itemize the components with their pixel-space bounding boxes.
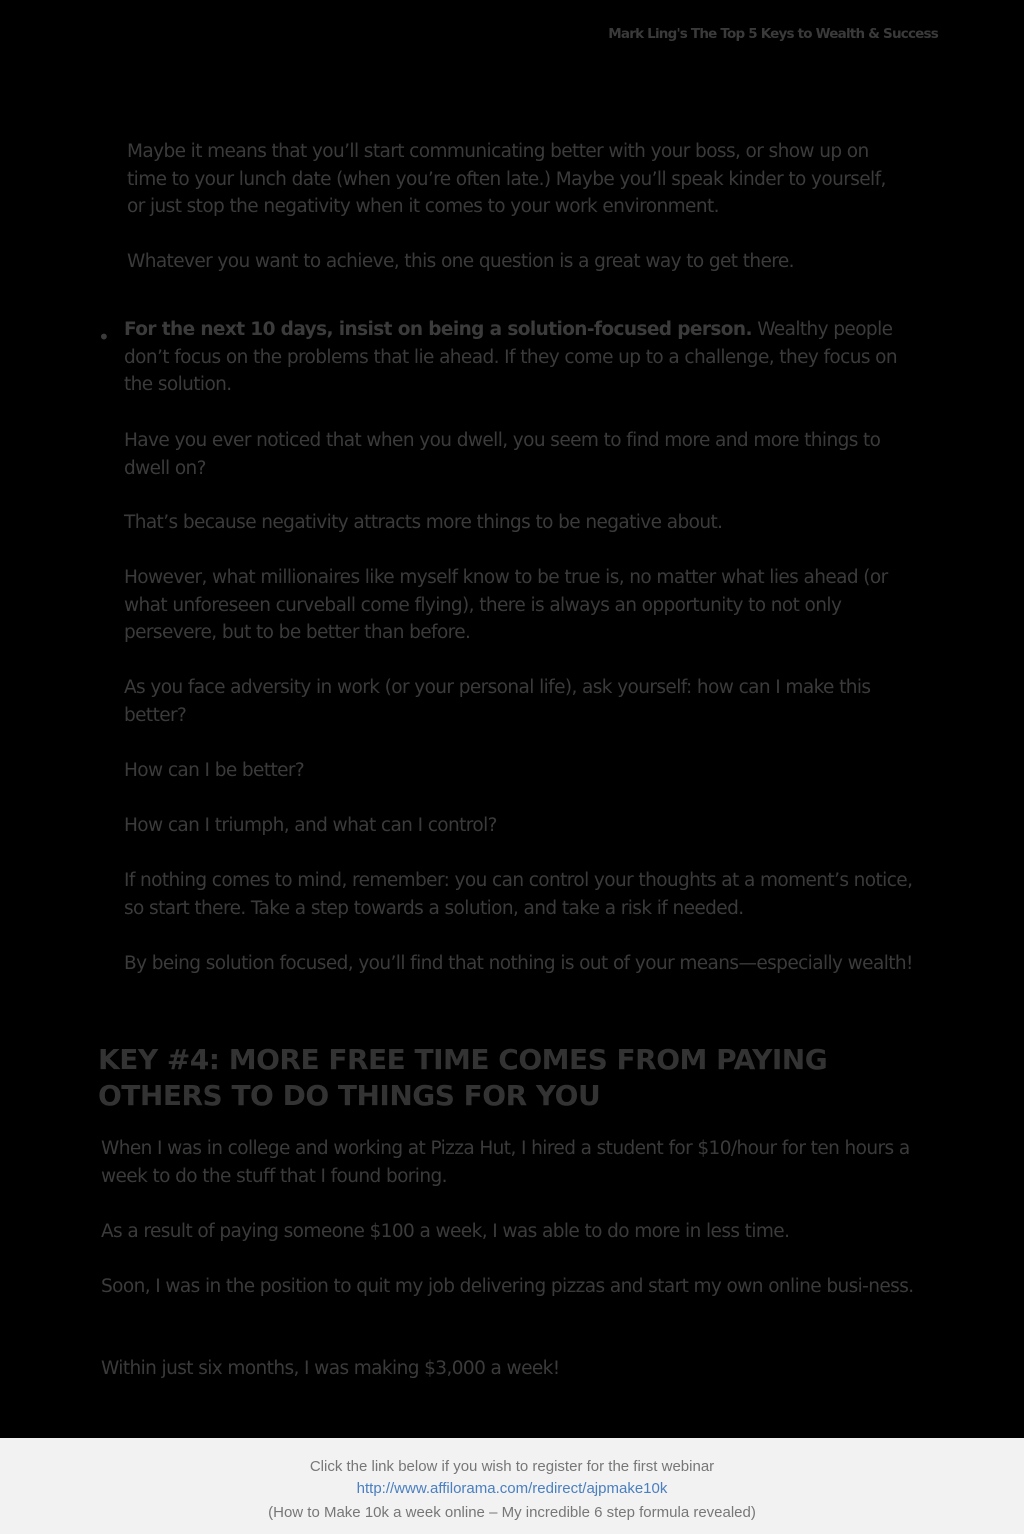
bullet-paragraph: By being solution focused, you’ll find that nothing is out of your means—especially wealth!: [124, 953, 913, 974]
section-heading: KEY #4: MORE FREE TIME COMES FROM PAYING OTHERS TO DO THINGS FOR YOU: [98, 1043, 828, 1112]
section-paragraph: Soon, I was in the position to quit my job delivering pizzas and start my own online busi-ness.: [101, 1276, 914, 1297]
bullet-paragraph: How can I triumph, and what can I control?: [124, 815, 497, 836]
bullet-paragraph: However, what millionaires like myself know to be true is, no matter what lies ahead (or what unforeseen curveball come flying), there is always an opportunity to not only persevere, but to be better than before.: [124, 567, 888, 643]
bullet-paragraph: How can I be better?: [124, 760, 305, 781]
footer-banner: [0, 1438, 1024, 1534]
bullet-paragraph: That’s because negativity attracts more things to be negative about.: [124, 512, 723, 533]
section-paragraph: When I was in college and working at Pizza Hut, I hired a student for $10/hour for ten hours a week to do the stuff that I found boring.: [101, 1138, 910, 1187]
intro-paragraph: Maybe it means that you’ll start communicating better with your boss, or show up on time to your lunch date (when you’re often late.) Maybe you’ll speak kinder to yourself, or just stop the negativity when it comes to your work environment.: [127, 141, 886, 217]
section-paragraph: As a result of paying someone $100 a week, I was able to do more in less time.: [101, 1221, 790, 1242]
bullet-lead-bold: For the next 10 days, insist on being a solution-focused person.: [124, 319, 752, 340]
bullet-paragraph: Have you ever noticed that when you dwell, you seem to find more and more things to dwell on?: [124, 430, 881, 479]
webinar-link[interactable]: http://www.affilorama.com/redirect/ajpmake10k: [356, 1480, 668, 1497]
bullet-paragraph: As you face adversity in work (or your personal life), ask yourself: how can I make this better?: [124, 677, 871, 726]
footer-intro-text: Click the link below if you wish to register for the first webinar: [309, 1458, 715, 1475]
bullet-paragraph: If nothing comes to mind, remember: you can control your thoughts at a moment’s notice, so start there. Take a step towards a solution, and take a risk if needed.: [124, 870, 913, 919]
intro-paragraph: Whatever you want to achieve, this one question is a great way to get there.: [127, 251, 794, 272]
bullet-icon: •: [98, 325, 110, 349]
footer-webinar-title: (How to Make 10k a week online – My incredible 6 step formula revealed): [268, 1504, 756, 1521]
bullet-lead-paragraph: [124, 316, 924, 399]
page-header-title: Mark Ling's The Top 5 Keys to Wealth & Success: [608, 26, 938, 42]
bullet-lead-rest: Wealthy people don’t focus on the problems that lie ahead. If they come up to a challenge, they focus on the solution.: [124, 319, 897, 395]
section-paragraph: Within just six months, I was making $3,000 a week!: [101, 1358, 560, 1379]
